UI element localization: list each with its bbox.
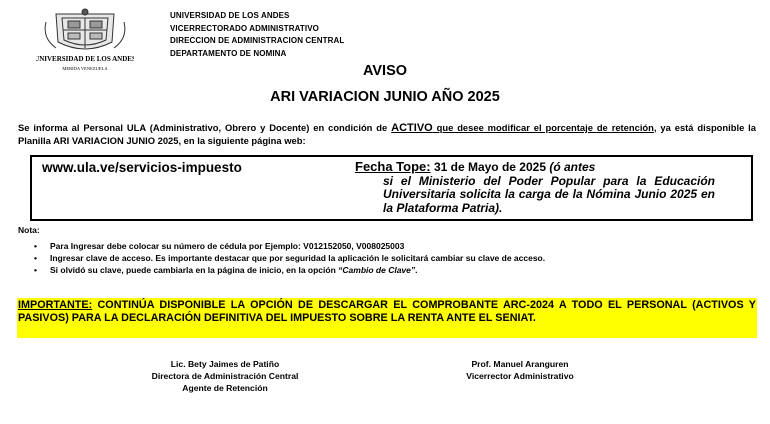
signature-name: Lic. Bety Jaimes de Patiño: [170, 359, 280, 369]
header-line-university: UNIVERSIDAD DE LOS ANDES: [170, 11, 290, 20]
importante-notice: IMPORTANTE: CONTINÚA DISPONIBLE LA OPCIÓN DE DESCARGAR EL COMPROBANTE ARC-2024 A TODO EL PERSONAL (ACTIVOS Y PASIVOS) PARA LA DECLARACIÓN DEFINITIVA DEL IMPUESTO SOBRE LA RENTA ANTE EL SENIAT.: [18, 299, 756, 324]
cambio-clave-text: “Cambio de Clave”: [338, 265, 416, 275]
logo-text: UNIVERSIDAD DE LOS ANDES: [36, 55, 134, 63]
signature-role: Agente de Retención: [182, 383, 268, 393]
nota-list: [34, 240, 754, 276]
fecha-tope-condition: si el Ministerio del Poder Popular para la Educación Universitaria solicita la carga de la Nómina Junio 2025 en la Plataforma Patria).: [383, 173, 715, 215]
page-title: AVISO: [362, 63, 408, 79]
importante-label: IMPORTANTE:: [18, 299, 93, 311]
activo-text: ACTIVO: [391, 122, 433, 134]
logo-subtext: MERIDA VENEZUELA: [62, 66, 108, 71]
header-line-departamento: DEPARTAMENTO DE NOMINA: [170, 49, 287, 58]
nota-label: Nota:: [18, 225, 40, 235]
header-line-vicerrectorado: VICERRECTORADO ADMINISTRATIVO: [170, 24, 319, 33]
fecha-tope-date: 31 de Mayo de 2025: [430, 160, 550, 174]
list-item: • Ingresar clave de acceso. Es importante destacar que por seguridad la aplicación le solicitará cambiar su clave de acceso.: [34, 252, 754, 264]
signature-left: [110, 358, 340, 394]
list-item: • Para Ingresar debe colocar su número de cédula por Ejemplo: V012152050, V008025003: [34, 240, 754, 252]
header-line-direccion: DIRECCION DE ADMINISTRACION CENTRAL: [170, 36, 345, 45]
signature-right: [420, 358, 620, 382]
fecha-tope-block: Fecha Tope: 31 de Mayo de 2025 (ó antes si el Ministerio del Poder Popular para la Educación Universitaria solicita la carga de la Nómina Junio 2025 en la Plataforma Patria).: [355, 159, 715, 215]
signature-title: Directora de Administración Central: [151, 371, 299, 381]
servicios-url-link[interactable]: www.ula.ve/servicios-impuesto: [42, 160, 242, 175]
page-subtitle: ARI VARIACION JUNIO AÑO 2025: [270, 89, 500, 105]
retencion-text: retención: [611, 122, 654, 133]
signature-title: Vicerrector Administrativo: [466, 371, 574, 381]
fecha-tope-label: Fecha Tope:: [355, 159, 431, 174]
list-item: • Si olvidó su clave, puede cambiarla en la página de inicio, en la opción “Cambio de Clave”.: [34, 264, 754, 276]
signature-name: Prof. Manuel Aranguren: [471, 359, 569, 369]
intro-paragraph: Se informa al Personal ULA (Administrativo, Obrero y Docente) en condición de ACTIVO que desee modificar el porcentaje de retención, ya está disponible la Planilla ARI VARIACION JUNIO 2025, en la siguiente página web:: [18, 122, 757, 146]
